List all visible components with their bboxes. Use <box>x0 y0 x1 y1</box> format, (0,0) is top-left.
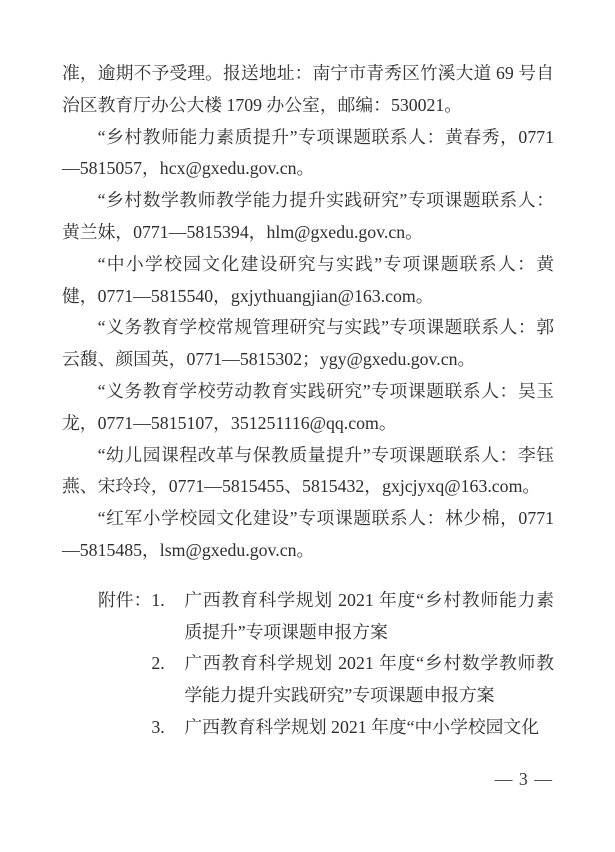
attachment-item-number: 1. <box>151 589 165 610</box>
paragraph-contact-routine-management: “义务教育学校常规管理研究与实践”专项课题联系人：郭云馥、颜国英，0771—5815302；ygy@gxedu.gov.cn。 <box>62 317 554 370</box>
paragraph-contact-campus-culture: “中小学校园文化建设研究与实践”专项课题联系人：黄健，0771—5815540，gxjythuangjian@163.com。 <box>62 253 554 306</box>
attachment-item-title: 广西教育科学规划 2021 年度“中小学校园文化 <box>184 716 539 737</box>
page-number: — 3 — <box>494 769 553 789</box>
attachments-block <box>62 585 554 744</box>
paragraph-contact-kindergarten: “幼儿园课程改革与保教质量提升”专项课题联系人：李钰燕、宋玲玲，0771—5815455、5815432，gxjcjyxq@163.com。 <box>62 444 554 497</box>
attachment-item-number: 2. <box>151 653 165 674</box>
paragraph-contact-labor-education: “义务教育学校劳动教育实践研究”专项课题联系人：吴玉龙，0771—5815107，351251116@qq.com。 <box>62 380 554 433</box>
paragraph-contact-rural-teacher: “乡村教师能力素质提升”专项课题联系人：黄春秀，0771—5815057，hcx@gxedu.gov.cn。 <box>62 126 554 179</box>
paragraph-submission-address: 准，逾期不予受理。报送地址：南宁市青秀区竹溪大道 69 号自治区教育厅办公大楼 1709 办公室，邮编：530021。 <box>62 63 554 115</box>
attachment-item-number: 3. <box>151 716 165 737</box>
attachment-item-3 <box>151 712 554 744</box>
attachments-list <box>151 585 554 744</box>
paragraph-contact-rural-math-teacher: “乡村数学教师教学能力提升实践研究”专项课题联系人：黄兰妹，0771—5815394，hlm@gxedu.gov.cn。 <box>62 190 554 242</box>
document-body <box>62 58 554 744</box>
attachment-item-title: 广西教育科学规划 2021 年度“乡村数学教师教学能力提升实践研究”专项课题申报方案 <box>184 653 554 706</box>
paragraph-contact-red-army-school: “红军小学校园文化建设”专项课题联系人：林少棉，0771—5815485，lsm@gxedu.gov.cn。 <box>62 508 554 560</box>
attachment-item-1 <box>151 585 554 649</box>
attachment-item-2 <box>151 648 554 712</box>
attachments-label: 附件： <box>98 589 152 610</box>
attachment-item-title: 广西教育科学规划 2021 年度“乡村教师能力素质提升”专项课题申报方案 <box>184 589 554 642</box>
